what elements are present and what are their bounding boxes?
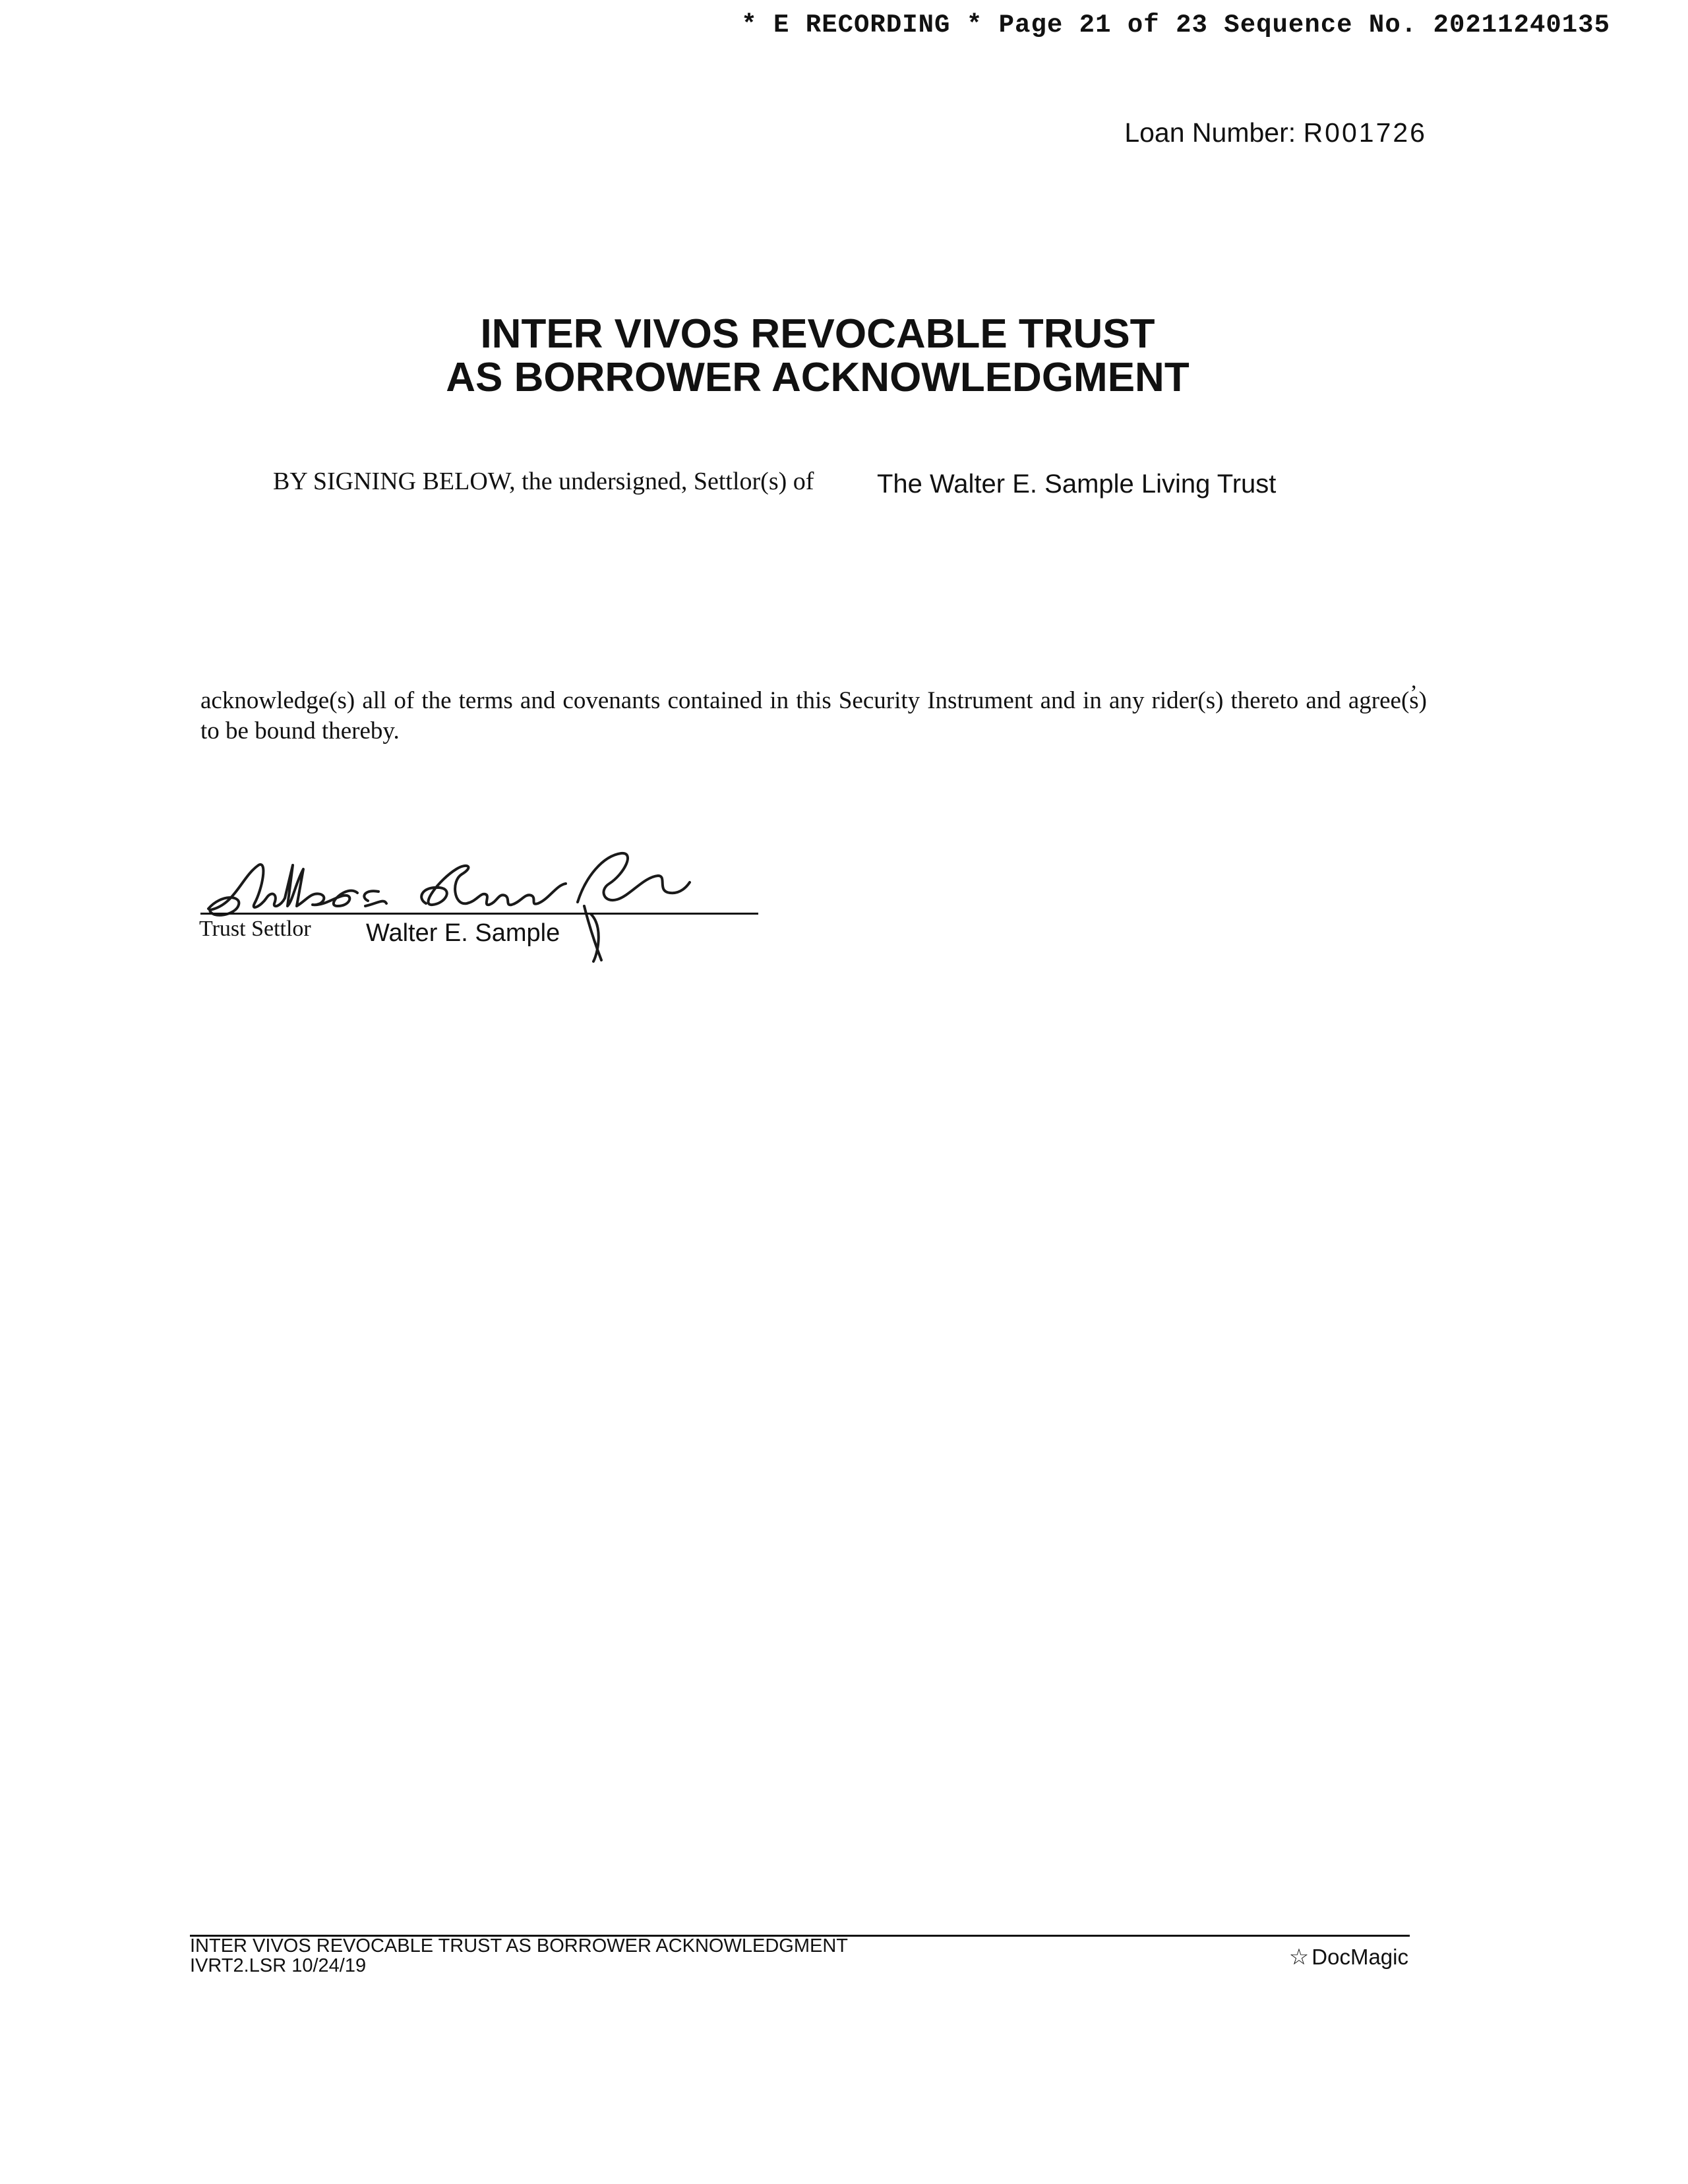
signature-line: [200, 913, 758, 915]
docmagic-brand-name: DocMagic: [1311, 1945, 1408, 1969]
document-title-line-1: INTER VIVOS REVOCABLE TRUST: [480, 311, 1155, 357]
footer-form-title: INTER VIVOS REVOCABLE TRUST AS BORROWER ACKNOWLEDGMENT: [190, 1935, 848, 1957]
acknowledgment-text: acknowledge(s) all of the terms and covenants contained in this Security Instrument and in any rider(s) thereto and agree(s) to be bound thereby.: [200, 687, 1427, 744]
handwritten-signature: [195, 837, 696, 969]
comma-mark: ,: [1411, 669, 1417, 693]
trust-settlor-label: Trust Settlor: [199, 917, 311, 941]
loan-number: [1124, 117, 1427, 148]
document-title: [0, 313, 1635, 400]
document-title-line-2: AS BORROWER ACKNOWLEDGMENT: [446, 355, 1190, 400]
loan-number-value: R001726: [1303, 117, 1427, 148]
by-signing-intro: BY SIGNING BELOW, the undersigned, Settlor(s) of: [273, 468, 814, 495]
trust-settlor-name: Walter E. Sample: [366, 919, 560, 947]
trust-name: The Walter E. Sample Living Trust: [877, 470, 1277, 499]
loan-number-label: Loan Number:: [1124, 117, 1296, 148]
footer-form-code: IVRT2.LSR 10/24/19: [190, 1955, 367, 1976]
docmagic-logo: [1289, 1944, 1408, 1970]
recording-header: * E RECORDING * Page 21 of 23 Sequence No. 20211240135: [741, 11, 1610, 40]
star-icon: ☆: [1288, 1945, 1310, 1970]
